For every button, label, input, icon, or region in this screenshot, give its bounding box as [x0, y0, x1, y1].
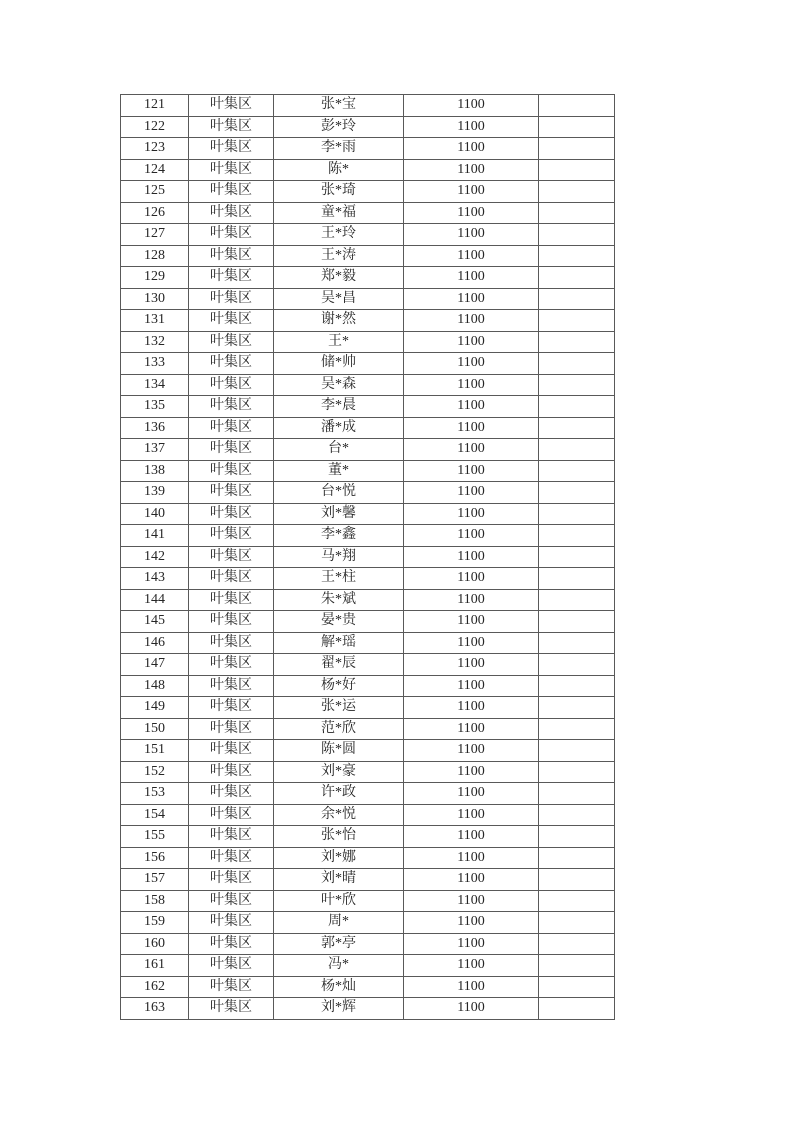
cell-district: 叶集区 — [189, 374, 274, 396]
cell-amount: 1100 — [404, 955, 539, 977]
cell-serial_no: 138 — [121, 460, 189, 482]
table-row — [121, 353, 615, 375]
cell-amount: 1100 — [404, 718, 539, 740]
cell-blank — [539, 761, 615, 783]
table-row — [121, 804, 615, 826]
cell-district: 叶集区 — [189, 353, 274, 375]
cell-blank — [539, 740, 615, 762]
cell-masked_name: 李*鑫 — [274, 525, 404, 547]
cell-serial_no: 136 — [121, 417, 189, 439]
cell-blank — [539, 138, 615, 160]
cell-masked_name: 潘*成 — [274, 417, 404, 439]
cell-amount: 1100 — [404, 439, 539, 461]
table-row — [121, 396, 615, 418]
table-row — [121, 374, 615, 396]
table-row — [121, 718, 615, 740]
cell-blank — [539, 116, 615, 138]
cell-serial_no: 131 — [121, 310, 189, 332]
cell-amount: 1100 — [404, 417, 539, 439]
cell-masked_name: 张*运 — [274, 697, 404, 719]
cell-serial_no: 129 — [121, 267, 189, 289]
cell-serial_no: 137 — [121, 439, 189, 461]
cell-district: 叶集区 — [189, 912, 274, 934]
cell-district: 叶集区 — [189, 568, 274, 590]
cell-serial_no: 162 — [121, 976, 189, 998]
cell-district: 叶集区 — [189, 697, 274, 719]
cell-blank — [539, 675, 615, 697]
cell-district: 叶集区 — [189, 202, 274, 224]
cell-serial_no: 147 — [121, 654, 189, 676]
cell-masked_name: 刘*晴 — [274, 869, 404, 891]
cell-district: 叶集区 — [189, 761, 274, 783]
table-row — [121, 503, 615, 525]
cell-blank — [539, 95, 615, 117]
beneficiary-table — [120, 94, 615, 1020]
cell-amount: 1100 — [404, 224, 539, 246]
cell-masked_name: 张*怡 — [274, 826, 404, 848]
cell-serial_no: 130 — [121, 288, 189, 310]
table-row — [121, 654, 615, 676]
cell-serial_no: 154 — [121, 804, 189, 826]
cell-serial_no: 157 — [121, 869, 189, 891]
cell-masked_name: 刘*娜 — [274, 847, 404, 869]
cell-district: 叶集区 — [189, 632, 274, 654]
cell-district: 叶集区 — [189, 331, 274, 353]
cell-district: 叶集区 — [189, 589, 274, 611]
table-row — [121, 697, 615, 719]
cell-blank — [539, 353, 615, 375]
cell-district: 叶集区 — [189, 955, 274, 977]
cell-district: 叶集区 — [189, 611, 274, 633]
cell-masked_name: 台* — [274, 439, 404, 461]
cell-amount: 1100 — [404, 783, 539, 805]
cell-amount: 1100 — [404, 245, 539, 267]
cell-blank — [539, 632, 615, 654]
cell-district: 叶集区 — [189, 869, 274, 891]
cell-masked_name: 吴*森 — [274, 374, 404, 396]
cell-district: 叶集区 — [189, 998, 274, 1020]
cell-district: 叶集区 — [189, 675, 274, 697]
cell-amount: 1100 — [404, 482, 539, 504]
cell-amount: 1100 — [404, 890, 539, 912]
cell-blank — [539, 503, 615, 525]
cell-district: 叶集区 — [189, 525, 274, 547]
table-row — [121, 525, 615, 547]
cell-masked_name: 刘*辉 — [274, 998, 404, 1020]
cell-district: 叶集区 — [189, 783, 274, 805]
cell-district: 叶集区 — [189, 159, 274, 181]
cell-masked_name: 王*涛 — [274, 245, 404, 267]
table-row — [121, 310, 615, 332]
table-row — [121, 740, 615, 762]
cell-blank — [539, 288, 615, 310]
cell-serial_no: 145 — [121, 611, 189, 633]
table-row — [121, 439, 615, 461]
cell-district: 叶集区 — [189, 245, 274, 267]
cell-serial_no: 158 — [121, 890, 189, 912]
cell-district: 叶集区 — [189, 267, 274, 289]
cell-serial_no: 140 — [121, 503, 189, 525]
cell-masked_name: 余*悦 — [274, 804, 404, 826]
cell-serial_no: 146 — [121, 632, 189, 654]
table-row — [121, 138, 615, 160]
cell-masked_name: 朱*斌 — [274, 589, 404, 611]
table-row — [121, 675, 615, 697]
cell-masked_name: 彭*玲 — [274, 116, 404, 138]
cell-masked_name: 杨*灿 — [274, 976, 404, 998]
cell-amount: 1100 — [404, 847, 539, 869]
cell-blank — [539, 525, 615, 547]
cell-masked_name: 王*柱 — [274, 568, 404, 590]
cell-masked_name: 谢*然 — [274, 310, 404, 332]
cell-masked_name: 李*晨 — [274, 396, 404, 418]
cell-district: 叶集区 — [189, 826, 274, 848]
table-row — [121, 632, 615, 654]
table-row — [121, 159, 615, 181]
cell-blank — [539, 245, 615, 267]
cell-serial_no: 143 — [121, 568, 189, 590]
cell-serial_no: 151 — [121, 740, 189, 762]
cell-blank — [539, 159, 615, 181]
table-row — [121, 95, 615, 117]
cell-amount: 1100 — [404, 353, 539, 375]
cell-amount: 1100 — [404, 525, 539, 547]
table-row — [121, 890, 615, 912]
cell-blank — [539, 396, 615, 418]
cell-masked_name: 储*帅 — [274, 353, 404, 375]
cell-amount: 1100 — [404, 288, 539, 310]
cell-masked_name: 范*欣 — [274, 718, 404, 740]
cell-serial_no: 123 — [121, 138, 189, 160]
cell-blank — [539, 654, 615, 676]
cell-serial_no: 161 — [121, 955, 189, 977]
table-row — [121, 202, 615, 224]
cell-blank — [539, 933, 615, 955]
cell-masked_name: 叶*欣 — [274, 890, 404, 912]
table-row — [121, 611, 615, 633]
table-row — [121, 288, 615, 310]
cell-district: 叶集区 — [189, 439, 274, 461]
cell-masked_name: 周* — [274, 912, 404, 934]
cell-amount: 1100 — [404, 374, 539, 396]
table-row — [121, 460, 615, 482]
cell-serial_no: 132 — [121, 331, 189, 353]
table-row — [121, 245, 615, 267]
cell-district: 叶集区 — [189, 654, 274, 676]
cell-amount: 1100 — [404, 826, 539, 848]
cell-serial_no: 150 — [121, 718, 189, 740]
cell-district: 叶集区 — [189, 503, 274, 525]
cell-blank — [539, 374, 615, 396]
cell-masked_name: 郭*亭 — [274, 933, 404, 955]
cell-blank — [539, 783, 615, 805]
cell-amount: 1100 — [404, 998, 539, 1020]
cell-amount: 1100 — [404, 697, 539, 719]
cell-amount: 1100 — [404, 460, 539, 482]
cell-blank — [539, 460, 615, 482]
cell-district: 叶集区 — [189, 847, 274, 869]
cell-district: 叶集区 — [189, 181, 274, 203]
cell-blank — [539, 331, 615, 353]
table-row — [121, 181, 615, 203]
cell-masked_name: 李*雨 — [274, 138, 404, 160]
cell-amount: 1100 — [404, 675, 539, 697]
cell-blank — [539, 181, 615, 203]
table-row — [121, 224, 615, 246]
table-row — [121, 267, 615, 289]
table-row — [121, 546, 615, 568]
cell-masked_name: 张*宝 — [274, 95, 404, 117]
cell-district: 叶集区 — [189, 933, 274, 955]
cell-masked_name: 刘*馨 — [274, 503, 404, 525]
cell-district: 叶集区 — [189, 482, 274, 504]
table-row — [121, 847, 615, 869]
cell-masked_name: 陈*圆 — [274, 740, 404, 762]
cell-serial_no: 133 — [121, 353, 189, 375]
cell-amount: 1100 — [404, 267, 539, 289]
cell-district: 叶集区 — [189, 718, 274, 740]
cell-district: 叶集区 — [189, 460, 274, 482]
table-row — [121, 783, 615, 805]
cell-blank — [539, 804, 615, 826]
cell-serial_no: 155 — [121, 826, 189, 848]
cell-serial_no: 125 — [121, 181, 189, 203]
cell-masked_name: 许*政 — [274, 783, 404, 805]
cell-masked_name: 童*福 — [274, 202, 404, 224]
cell-serial_no: 153 — [121, 783, 189, 805]
cell-serial_no: 135 — [121, 396, 189, 418]
cell-blank — [539, 912, 615, 934]
cell-blank — [539, 869, 615, 891]
cell-district: 叶集区 — [189, 804, 274, 826]
cell-serial_no: 134 — [121, 374, 189, 396]
cell-blank — [539, 955, 615, 977]
cell-amount: 1100 — [404, 503, 539, 525]
table-row — [121, 826, 615, 848]
cell-serial_no: 128 — [121, 245, 189, 267]
cell-district: 叶集区 — [189, 310, 274, 332]
beneficiary-table-body — [121, 95, 615, 1020]
cell-blank — [539, 890, 615, 912]
cell-amount: 1100 — [404, 159, 539, 181]
cell-masked_name: 晏*贵 — [274, 611, 404, 633]
cell-serial_no: 142 — [121, 546, 189, 568]
cell-blank — [539, 611, 615, 633]
cell-blank — [539, 568, 615, 590]
cell-serial_no: 121 — [121, 95, 189, 117]
cell-amount: 1100 — [404, 116, 539, 138]
cell-district: 叶集区 — [189, 890, 274, 912]
cell-district: 叶集区 — [189, 740, 274, 762]
cell-serial_no: 163 — [121, 998, 189, 1020]
cell-blank — [539, 546, 615, 568]
cell-district: 叶集区 — [189, 95, 274, 117]
table-row — [121, 482, 615, 504]
cell-amount: 1100 — [404, 396, 539, 418]
cell-amount: 1100 — [404, 331, 539, 353]
cell-amount: 1100 — [404, 202, 539, 224]
table-row — [121, 933, 615, 955]
cell-blank — [539, 826, 615, 848]
cell-serial_no: 149 — [121, 697, 189, 719]
cell-amount: 1100 — [404, 632, 539, 654]
table-row — [121, 869, 615, 891]
cell-amount: 1100 — [404, 138, 539, 160]
table-row — [121, 417, 615, 439]
table-row — [121, 761, 615, 783]
cell-blank — [539, 976, 615, 998]
cell-district: 叶集区 — [189, 417, 274, 439]
cell-masked_name: 台*悦 — [274, 482, 404, 504]
cell-amount: 1100 — [404, 740, 539, 762]
cell-masked_name: 郑*毅 — [274, 267, 404, 289]
cell-blank — [539, 202, 615, 224]
cell-amount: 1100 — [404, 95, 539, 117]
cell-blank — [539, 697, 615, 719]
cell-blank — [539, 482, 615, 504]
cell-masked_name: 冯* — [274, 955, 404, 977]
cell-blank — [539, 998, 615, 1020]
table-row — [121, 589, 615, 611]
cell-serial_no: 148 — [121, 675, 189, 697]
cell-amount: 1100 — [404, 546, 539, 568]
table-row — [121, 568, 615, 590]
cell-amount: 1100 — [404, 912, 539, 934]
cell-amount: 1100 — [404, 804, 539, 826]
cell-serial_no: 139 — [121, 482, 189, 504]
cell-amount: 1100 — [404, 611, 539, 633]
cell-amount: 1100 — [404, 933, 539, 955]
cell-amount: 1100 — [404, 310, 539, 332]
cell-district: 叶集区 — [189, 224, 274, 246]
cell-masked_name: 翟*辰 — [274, 654, 404, 676]
cell-masked_name: 刘*豪 — [274, 761, 404, 783]
table-row — [121, 331, 615, 353]
cell-amount: 1100 — [404, 181, 539, 203]
cell-serial_no: 141 — [121, 525, 189, 547]
table-row — [121, 998, 615, 1020]
cell-blank — [539, 847, 615, 869]
cell-serial_no: 144 — [121, 589, 189, 611]
cell-amount: 1100 — [404, 568, 539, 590]
cell-blank — [539, 267, 615, 289]
cell-amount: 1100 — [404, 589, 539, 611]
cell-amount: 1100 — [404, 654, 539, 676]
cell-masked_name: 吴*昌 — [274, 288, 404, 310]
cell-serial_no: 124 — [121, 159, 189, 181]
cell-district: 叶集区 — [189, 116, 274, 138]
cell-serial_no: 160 — [121, 933, 189, 955]
cell-masked_name: 马*翔 — [274, 546, 404, 568]
cell-serial_no: 156 — [121, 847, 189, 869]
cell-blank — [539, 224, 615, 246]
cell-district: 叶集区 — [189, 288, 274, 310]
cell-blank — [539, 718, 615, 740]
cell-masked_name: 解*瑶 — [274, 632, 404, 654]
cell-district: 叶集区 — [189, 138, 274, 160]
cell-blank — [539, 417, 615, 439]
cell-blank — [539, 310, 615, 332]
cell-district: 叶集区 — [189, 396, 274, 418]
cell-amount: 1100 — [404, 869, 539, 891]
cell-masked_name: 董* — [274, 460, 404, 482]
cell-masked_name: 王*玲 — [274, 224, 404, 246]
cell-masked_name: 王* — [274, 331, 404, 353]
table-row — [121, 116, 615, 138]
cell-district: 叶集区 — [189, 976, 274, 998]
cell-blank — [539, 439, 615, 461]
table-row — [121, 955, 615, 977]
cell-masked_name: 陈* — [274, 159, 404, 181]
cell-serial_no: 122 — [121, 116, 189, 138]
cell-amount: 1100 — [404, 976, 539, 998]
cell-serial_no: 127 — [121, 224, 189, 246]
cell-masked_name: 张*琦 — [274, 181, 404, 203]
cell-serial_no: 159 — [121, 912, 189, 934]
cell-serial_no: 126 — [121, 202, 189, 224]
cell-district: 叶集区 — [189, 546, 274, 568]
table-row — [121, 912, 615, 934]
cell-blank — [539, 589, 615, 611]
cell-masked_name: 杨*好 — [274, 675, 404, 697]
table-row — [121, 976, 615, 998]
cell-serial_no: 152 — [121, 761, 189, 783]
cell-amount: 1100 — [404, 761, 539, 783]
